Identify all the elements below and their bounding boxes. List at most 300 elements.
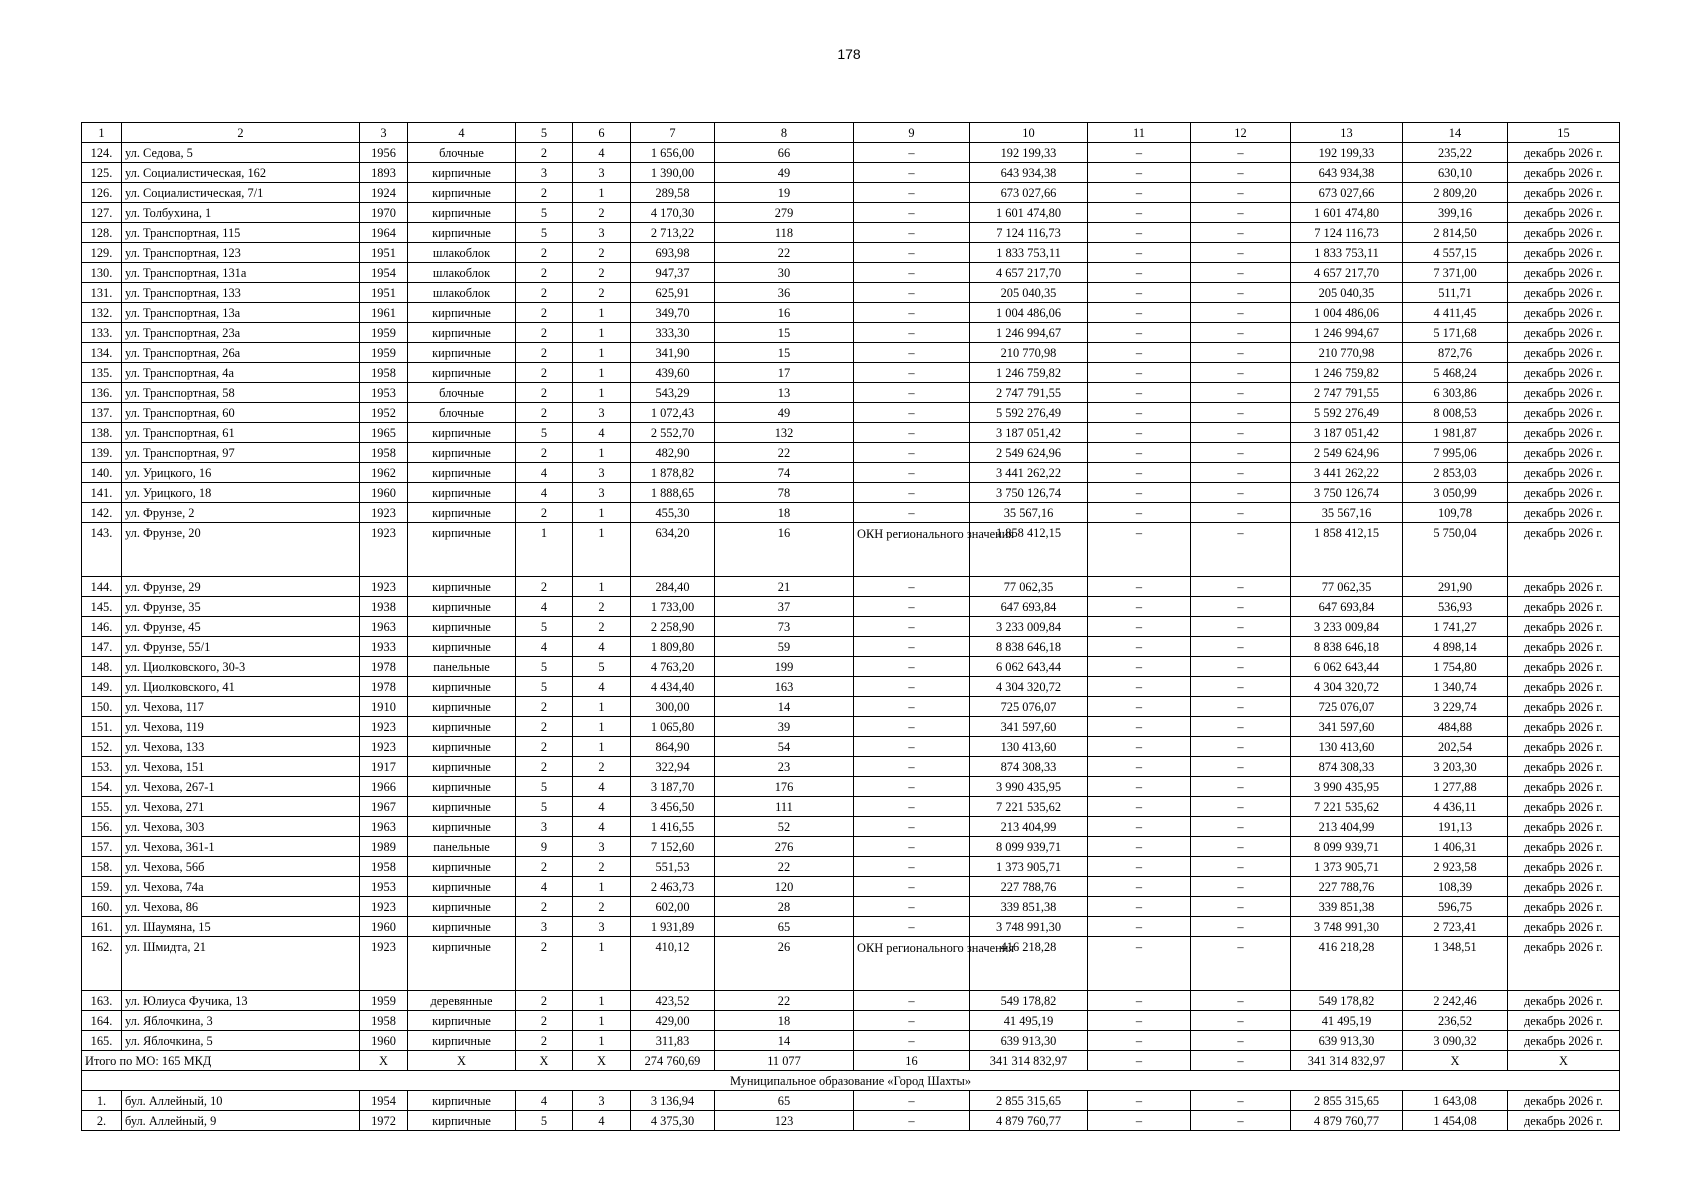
table-cell: – <box>854 403 970 423</box>
table-cell: 52 <box>715 817 854 837</box>
table-cell: – <box>1191 383 1291 403</box>
table-cell: 322,94 <box>631 757 715 777</box>
table-cell: 1952 <box>360 403 408 423</box>
table-cell: 109,78 <box>1403 503 1508 523</box>
table-cell: блочные <box>408 383 516 403</box>
table-cell: – <box>1191 143 1291 163</box>
table-cell: 1 416,55 <box>631 817 715 837</box>
table-cell: 2 552,70 <box>631 423 715 443</box>
table-cell: 163. <box>82 991 122 1011</box>
table-row <box>82 203 1620 223</box>
table-cell: 2 855 315,65 <box>970 1091 1088 1111</box>
table-cell: 625,91 <box>631 283 715 303</box>
table-cell: 125. <box>82 163 122 183</box>
table-cell: 127. <box>82 203 122 223</box>
table-cell: – <box>1088 483 1191 503</box>
table-cell: ул. Урицкого, 16 <box>122 463 360 483</box>
table-cell: – <box>854 263 970 283</box>
table-cell: 1 858 412,15 <box>1291 523 1403 577</box>
table-cell: – <box>1088 717 1191 737</box>
table-row <box>82 363 1620 383</box>
table-cell: 8 008,53 <box>1403 403 1508 423</box>
total-cell: 341 314 832,97 <box>970 1051 1088 1071</box>
table-cell: 2 <box>573 283 631 303</box>
table-cell: 3 <box>573 223 631 243</box>
table-cell: 339 851,38 <box>970 897 1088 917</box>
table-cell: – <box>1191 363 1291 383</box>
table-cell: – <box>854 577 970 597</box>
table-cell: 139. <box>82 443 122 463</box>
table-cell: 1953 <box>360 877 408 897</box>
table-cell: 1938 <box>360 597 408 617</box>
table-cell: ул. Фрунзе, 45 <box>122 617 360 637</box>
table-cell: – <box>1191 243 1291 263</box>
table-cell: ул. Транспортная, 61 <box>122 423 360 443</box>
table-row <box>82 523 1620 577</box>
table-cell: 36 <box>715 283 854 303</box>
table-cell: 1 <box>573 363 631 383</box>
table-cell: ул. Яблочкина, 3 <box>122 1011 360 1031</box>
table-cell: – <box>1191 403 1291 423</box>
table-cell: 205 040,35 <box>970 283 1088 303</box>
table-cell: – <box>854 423 970 443</box>
table-row <box>82 717 1620 737</box>
table-cell: 3 <box>573 1091 631 1111</box>
table-cell: кирпичные <box>408 937 516 991</box>
table-cell: декабрь 2026 г. <box>1508 423 1620 443</box>
table-cell: – <box>1191 1031 1291 1051</box>
table-cell: 30 <box>715 263 854 283</box>
table-cell: ул. Социалистическая, 7/1 <box>122 183 360 203</box>
table-cell: 1959 <box>360 343 408 363</box>
table-row <box>82 243 1620 263</box>
table-cell: 1966 <box>360 777 408 797</box>
table-cell: 1 <box>573 523 631 577</box>
table-cell: 1 741,27 <box>1403 617 1508 637</box>
table-cell: – <box>854 837 970 857</box>
table-cell: 140. <box>82 463 122 483</box>
table-cell: 4 <box>516 597 573 617</box>
table-cell: 2 <box>516 757 573 777</box>
table-cell: – <box>1088 163 1191 183</box>
table-cell: 4 898,14 <box>1403 637 1508 657</box>
table-cell: декабрь 2026 г. <box>1508 917 1620 937</box>
table-cell: кирпичные <box>408 1031 516 1051</box>
table-cell: 7 221 535,62 <box>1291 797 1403 817</box>
column-header: 13 <box>1291 123 1403 143</box>
table-cell: 78 <box>715 483 854 503</box>
total-cell: X <box>360 1051 408 1071</box>
table-cell: 2 <box>516 303 573 323</box>
table-cell: 1 246 994,67 <box>1291 323 1403 343</box>
table-cell: 1978 <box>360 657 408 677</box>
table-cell: 2 <box>516 1011 573 1031</box>
table-cell: ул. Транспортная, 97 <box>122 443 360 463</box>
table-cell: блочные <box>408 143 516 163</box>
table-cell: – <box>1191 677 1291 697</box>
table-cell: 28 <box>715 897 854 917</box>
table-cell: 1 065,80 <box>631 717 715 737</box>
table-cell: 1954 <box>360 1091 408 1111</box>
table-cell: 643 934,38 <box>970 163 1088 183</box>
table-cell: панельные <box>408 837 516 857</box>
table-cell: ул. Седова, 5 <box>122 143 360 163</box>
table-row <box>82 1091 1620 1111</box>
table-cell: 3 <box>516 163 573 183</box>
table-cell: – <box>1191 857 1291 877</box>
table-cell: кирпичные <box>408 423 516 443</box>
table-cell: 4 <box>573 817 631 837</box>
table-cell: 2 <box>573 243 631 263</box>
table-cell: – <box>854 323 970 343</box>
table-cell: декабрь 2026 г. <box>1508 857 1620 877</box>
table-row <box>82 917 1620 937</box>
table-cell: 133. <box>82 323 122 343</box>
table-cell: 54 <box>715 737 854 757</box>
table-cell: – <box>1088 877 1191 897</box>
table-cell: 49 <box>715 403 854 423</box>
table-row <box>82 577 1620 597</box>
table-cell: – <box>1088 283 1191 303</box>
table-cell: 14 <box>715 1031 854 1051</box>
table-cell: декабрь 2026 г. <box>1508 403 1620 423</box>
table-cell: кирпичные <box>408 777 516 797</box>
table-cell: декабрь 2026 г. <box>1508 183 1620 203</box>
table-cell: – <box>1088 263 1191 283</box>
table-cell: 141. <box>82 483 122 503</box>
table-cell: 213 404,99 <box>1291 817 1403 837</box>
table-cell: декабрь 2026 г. <box>1508 697 1620 717</box>
table-cell: декабрь 2026 г. <box>1508 323 1620 343</box>
table-cell: 4 436,11 <box>1403 797 1508 817</box>
table-cell: ул. Чехова, 56б <box>122 857 360 877</box>
table-cell: – <box>1088 203 1191 223</box>
table-cell: 5 592 276,49 <box>970 403 1088 423</box>
table-cell: 484,88 <box>1403 717 1508 737</box>
table-cell: ул. Фрунзе, 55/1 <box>122 637 360 657</box>
table-cell: ул. Транспортная, 60 <box>122 403 360 423</box>
table-cell: – <box>1088 1091 1191 1111</box>
table-cell: 1 <box>573 1031 631 1051</box>
table-cell: декабрь 2026 г. <box>1508 577 1620 597</box>
table-cell: – <box>854 877 970 897</box>
table-cell: 630,10 <box>1403 163 1508 183</box>
table-cell: ул. Яблочкина, 5 <box>122 1031 360 1051</box>
table-cell: 947,37 <box>631 263 715 283</box>
table-cell: декабрь 2026 г. <box>1508 617 1620 637</box>
table-cell: – <box>854 657 970 677</box>
table-cell: 4 <box>516 483 573 503</box>
table-cell: 2 463,73 <box>631 877 715 897</box>
table-cell: – <box>1088 343 1191 363</box>
table-cell: 1910 <box>360 697 408 717</box>
table-cell: – <box>854 383 970 403</box>
table-row <box>82 283 1620 303</box>
table-cell: 137. <box>82 403 122 423</box>
table-cell: 15 <box>715 323 854 343</box>
table-cell: ул. Транспортная, 26а <box>122 343 360 363</box>
table-cell: – <box>1191 717 1291 737</box>
table-cell: – <box>1191 323 1291 343</box>
table-cell: – <box>1191 597 1291 617</box>
table-cell: – <box>1088 383 1191 403</box>
table-cell: 1 754,80 <box>1403 657 1508 677</box>
table-cell: 1923 <box>360 897 408 917</box>
table-cell: ул. Транспортная, 133 <box>122 283 360 303</box>
table-cell: ул. Транспортная, 123 <box>122 243 360 263</box>
table-cell: 161. <box>82 917 122 937</box>
table-cell: – <box>1088 857 1191 877</box>
table-cell: 3 <box>573 837 631 857</box>
table-cell: 150. <box>82 697 122 717</box>
table-cell: бул. Аллейный, 10 <box>122 1091 360 1111</box>
table-cell: 416 218,28 <box>1291 937 1403 991</box>
table-cell: 1 373 905,71 <box>1291 857 1403 877</box>
column-header: 2 <box>122 123 360 143</box>
table-cell: – <box>1191 617 1291 637</box>
table-cell: 2 <box>516 183 573 203</box>
table-cell: декабрь 2026 г. <box>1508 991 1620 1011</box>
table-cell: 311,83 <box>631 1031 715 1051</box>
table-cell: декабрь 2026 г. <box>1508 797 1620 817</box>
table-cell: 1960 <box>360 917 408 937</box>
table-cell: декабрь 2026 г. <box>1508 757 1620 777</box>
table-cell: – <box>1191 163 1291 183</box>
table-cell: 7 124 116,73 <box>1291 223 1403 243</box>
table-cell: 4 <box>573 423 631 443</box>
column-header: 3 <box>360 123 408 143</box>
table-cell: 132. <box>82 303 122 323</box>
table-cell: 138. <box>82 423 122 443</box>
table-cell: 4 304 320,72 <box>970 677 1088 697</box>
table-cell: панельные <box>408 657 516 677</box>
table-cell: 1923 <box>360 937 408 991</box>
table-cell: 142. <box>82 503 122 523</box>
table-cell: 2 <box>516 503 573 523</box>
table-cell: 5 <box>516 617 573 637</box>
table-cell: кирпичные <box>408 1091 516 1111</box>
table-row <box>82 303 1620 323</box>
table-cell: 3 <box>573 917 631 937</box>
table-cell: 77 062,35 <box>1291 577 1403 597</box>
table-cell: 647 693,84 <box>970 597 1088 617</box>
table-cell: 2 <box>516 403 573 423</box>
table-cell: 151. <box>82 717 122 737</box>
table-cell: декабрь 2026 г. <box>1508 1031 1620 1051</box>
table-row <box>82 183 1620 203</box>
table-cell: 1 <box>573 183 631 203</box>
table-cell: 41 495,19 <box>970 1011 1088 1031</box>
table-cell: 8 099 939,71 <box>1291 837 1403 857</box>
table-cell: – <box>1088 323 1191 343</box>
table-cell: – <box>1088 223 1191 243</box>
table-cell: кирпичные <box>408 617 516 637</box>
table-cell: шлакоблок <box>408 263 516 283</box>
table-cell: 410,12 <box>631 937 715 991</box>
table-cell: – <box>854 163 970 183</box>
table-cell: 1 <box>573 991 631 1011</box>
table-cell: 135. <box>82 363 122 383</box>
table-cell: декабрь 2026 г. <box>1508 1091 1620 1111</box>
table-cell: 1 246 759,82 <box>970 363 1088 383</box>
table-cell: – <box>1191 577 1291 597</box>
table-cell: – <box>1088 697 1191 717</box>
table-cell: – <box>1088 617 1191 637</box>
table-cell: 874 308,33 <box>970 757 1088 777</box>
table-cell: 5 <box>516 1111 573 1131</box>
table-row <box>82 617 1620 637</box>
table-cell: декабрь 2026 г. <box>1508 657 1620 677</box>
table-cell: 3 233 009,84 <box>1291 617 1403 637</box>
table-cell: 1893 <box>360 163 408 183</box>
table-cell: 399,16 <box>1403 203 1508 223</box>
table-cell: ул. Фрунзе, 29 <box>122 577 360 597</box>
table-cell: – <box>1191 817 1291 837</box>
table-cell: кирпичные <box>408 343 516 363</box>
table-cell: 3 <box>573 483 631 503</box>
table-cell: 149. <box>82 677 122 697</box>
table-cell: шлакоблок <box>408 283 516 303</box>
table-cell: 210 770,98 <box>970 343 1088 363</box>
table-cell: 2 549 624,96 <box>970 443 1088 463</box>
table-cell: 4 <box>516 1091 573 1111</box>
table-cell: 5 <box>516 423 573 443</box>
table-cell: – <box>1088 503 1191 523</box>
table-cell: 1 809,80 <box>631 637 715 657</box>
table-row <box>82 991 1620 1011</box>
table-cell: 439,60 <box>631 363 715 383</box>
table-cell: 18 <box>715 503 854 523</box>
table-cell: 6 062 643,44 <box>970 657 1088 677</box>
column-header: 5 <box>516 123 573 143</box>
section-title: Муниципальное образование «Город Шахты» <box>82 1071 1620 1091</box>
table-cell: 1972 <box>360 1111 408 1131</box>
table-cell: 8 838 646,18 <box>970 637 1088 657</box>
table-cell: 2 <box>573 857 631 877</box>
table-cell: 4 879 760,77 <box>970 1111 1088 1131</box>
table-cell: – <box>1191 303 1291 323</box>
table-cell: 4 657 217,70 <box>970 263 1088 283</box>
table-cell: – <box>854 717 970 737</box>
table-cell: 1 340,74 <box>1403 677 1508 697</box>
table-cell: – <box>1088 817 1191 837</box>
table-cell: декабрь 2026 г. <box>1508 243 1620 263</box>
table-cell: декабрь 2026 г. <box>1508 303 1620 323</box>
table-cell: 108,39 <box>1403 877 1508 897</box>
table-row <box>82 223 1620 243</box>
table-cell: – <box>854 343 970 363</box>
table-cell: 1 <box>573 323 631 343</box>
table-cell: декабрь 2026 г. <box>1508 523 1620 577</box>
table-row <box>82 443 1620 463</box>
table-cell: ул. Циолковского, 41 <box>122 677 360 697</box>
table-cell: 8 838 646,18 <box>1291 637 1403 657</box>
table-cell: декабрь 2026 г. <box>1508 1011 1620 1031</box>
table-cell: 1 931,89 <box>631 917 715 937</box>
table-cell: – <box>854 283 970 303</box>
table-cell: 1978 <box>360 677 408 697</box>
table-cell: 1 <box>573 737 631 757</box>
table-cell: декабрь 2026 г. <box>1508 717 1620 737</box>
table-cell: 4 <box>516 463 573 483</box>
table-cell: 13 <box>715 383 854 403</box>
table-cell: ул. Чехова, 86 <box>122 897 360 917</box>
table-cell: – <box>1088 657 1191 677</box>
total-cell: – <box>1191 1051 1291 1071</box>
table-cell: декабрь 2026 г. <box>1508 283 1620 303</box>
table-cell: ул. Чехова, 117 <box>122 697 360 717</box>
table-cell: кирпичные <box>408 637 516 657</box>
table-cell: 3 203,30 <box>1403 757 1508 777</box>
table-cell: 134. <box>82 343 122 363</box>
table-cell: 2 <box>573 597 631 617</box>
table-cell: 1962 <box>360 463 408 483</box>
table-cell: 77 062,35 <box>970 577 1088 597</box>
table-cell: 145. <box>82 597 122 617</box>
table-cell: ул. Транспортная, 23а <box>122 323 360 343</box>
table-cell: – <box>854 777 970 797</box>
table-cell: 291,90 <box>1403 577 1508 597</box>
table-cell: 1923 <box>360 503 408 523</box>
table-cell: ул. Фрунзе, 2 <box>122 503 360 523</box>
column-header: 15 <box>1508 123 1620 143</box>
table-cell: – <box>1191 697 1291 717</box>
table-cell: 158. <box>82 857 122 877</box>
table-cell: 65 <box>715 1091 854 1111</box>
table-cell: – <box>1191 877 1291 897</box>
table-cell: – <box>1088 577 1191 597</box>
table-cell: 7 152,60 <box>631 837 715 857</box>
table-cell: 1956 <box>360 143 408 163</box>
table-cell: 9 <box>516 837 573 857</box>
table-cell: 2 923,58 <box>1403 857 1508 877</box>
table-cell: 4 375,30 <box>631 1111 715 1131</box>
table-cell: 673 027,66 <box>970 183 1088 203</box>
table-cell: – <box>1088 403 1191 423</box>
table-cell: 1 <box>573 937 631 991</box>
table-cell: 1923 <box>360 523 408 577</box>
table-cell: 8 099 939,71 <box>970 837 1088 857</box>
table-cell: 74 <box>715 463 854 483</box>
table-cell: 66 <box>715 143 854 163</box>
table-cell: 1 454,08 <box>1403 1111 1508 1131</box>
table-cell: 5 <box>573 657 631 677</box>
table-cell: 2 <box>516 717 573 737</box>
table-cell: 130 413,60 <box>970 737 1088 757</box>
table-cell: 1967 <box>360 797 408 817</box>
table-cell: ул. Транспортная, 58 <box>122 383 360 403</box>
table-cell: ул. Чехова, 303 <box>122 817 360 837</box>
table-cell: – <box>1191 991 1291 1011</box>
table-cell: ул. Транспортная, 13а <box>122 303 360 323</box>
table-cell: 5 592 276,49 <box>1291 403 1403 423</box>
table-cell: 4 657 217,70 <box>1291 263 1403 283</box>
column-header: 4 <box>408 123 516 143</box>
table-cell: 4 434,40 <box>631 677 715 697</box>
table-cell: декабрь 2026 г. <box>1508 343 1620 363</box>
table-cell: – <box>1088 797 1191 817</box>
table-cell: – <box>1088 363 1191 383</box>
table-cell: – <box>1088 777 1191 797</box>
table-cell: 1 <box>573 443 631 463</box>
table-cell: шлакоблок <box>408 243 516 263</box>
table-cell: 2 <box>516 143 573 163</box>
table-row <box>82 1111 1620 1131</box>
table-cell: 1989 <box>360 837 408 857</box>
table-cell: ул. Чехова, 133 <box>122 737 360 757</box>
table-cell: 235,22 <box>1403 143 1508 163</box>
table-cell: ул. Транспортная, 131а <box>122 263 360 283</box>
